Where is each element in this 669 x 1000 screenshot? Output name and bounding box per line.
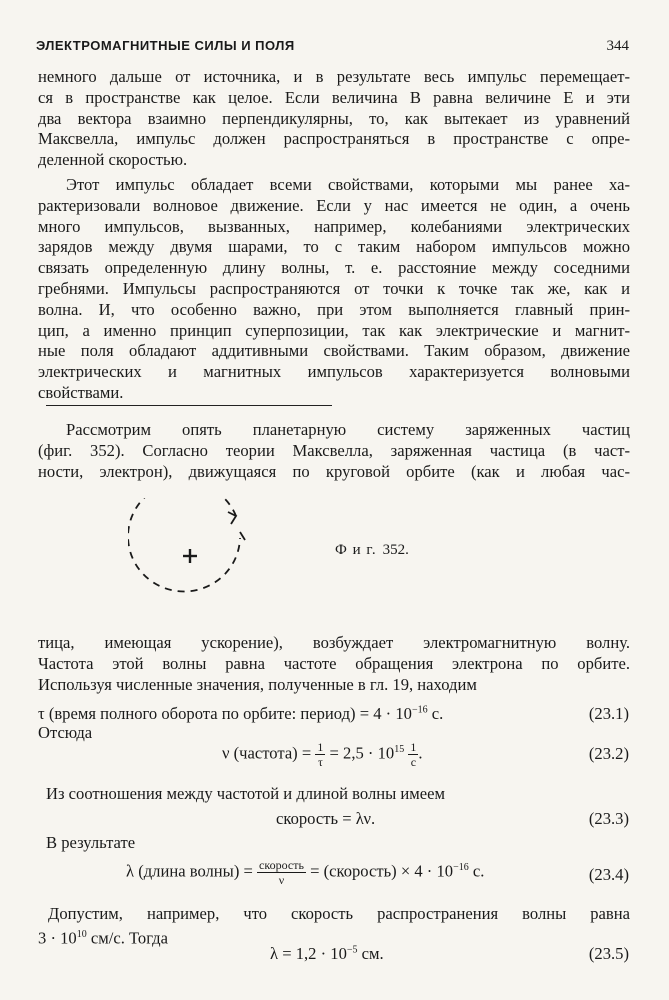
- running-header: ЭЛЕКТРОМАГНИТНЫЕ СИЛЫ И ПОЛЯ: [36, 38, 295, 53]
- text-line: зарядов между двумя шарами, то с таким набором импульсов можно: [38, 237, 630, 257]
- relation-text: Из соотношения между частотой и длиной волны имеем: [46, 784, 446, 803]
- equation-number: (23.4): [588, 865, 629, 884]
- fraction-denominator: с: [410, 755, 417, 769]
- text-line: немного дальше от источника, и в результате весь импульс перемещает-: [38, 67, 630, 86]
- equation-number: (23.3): [588, 809, 629, 828]
- assume-paragraph: [38, 904, 630, 949]
- text-line: связать определенную длину волны, т. е. расстояние между соседними: [38, 258, 630, 278]
- text-line: (фиг. 352). Согласно теории Максвелла, заряженная частица (в част-: [38, 440, 630, 460]
- figure-caption: [335, 542, 409, 559]
- eq1-exponent: −16: [411, 704, 428, 716]
- text-line: ности, электрон), движущаяся по круговой орбите (как и любая час-: [38, 461, 630, 481]
- eq5-exponent: −5: [346, 944, 358, 956]
- text-line: цип, а именно принцип суперпозиции, так как электрические и магнит-: [38, 320, 630, 340]
- orbit-circle: [128, 498, 240, 591]
- figure-number: 352.: [382, 542, 409, 558]
- equation-23-4: [126, 858, 484, 887]
- eq4-lhs: λ (длина волны) =: [126, 861, 253, 881]
- assume-value: 3 · 10: [38, 928, 77, 948]
- equation-23-2: [222, 740, 423, 769]
- text-line: деленной скоростью.: [38, 150, 188, 170]
- eq2-exponent: 15: [394, 743, 405, 755]
- paragraph-4: [38, 633, 630, 695]
- text-line: ся в пространстве как целое. Если величина B равна величине E и эти: [38, 87, 630, 107]
- eq5-value: λ = 1,2 · 10: [270, 944, 347, 963]
- equation-number: (23.2): [588, 744, 629, 763]
- eq1-unit: с.: [431, 704, 444, 723]
- figure-label: Ф и г.: [335, 542, 377, 558]
- text-line: Рассмотрим опять планетарную систему заряженных частиц: [66, 420, 630, 439]
- text-line: ные поля обладают аддитивными свойствами. Таким образом, движение: [38, 341, 630, 361]
- text-line: Максвелла, импульс должен распространяться в пространстве с опре-: [38, 129, 630, 149]
- eq2-end: .: [418, 743, 423, 763]
- text-line: волна. И, что особенно важно, при этом выполняется главный прин-: [38, 299, 630, 319]
- fraction-numerator: 1: [317, 740, 324, 754]
- fraction: [257, 858, 306, 887]
- text-line: свойствами.: [38, 382, 124, 402]
- eq2-mid: = 2,5 · 10: [329, 743, 395, 763]
- text-line: электрических и магнитных импульсов характеризуется волновыми: [38, 362, 630, 382]
- text-line: два вектора взаимно перпендикулярны, то, как вытекает из уравнений: [38, 108, 630, 128]
- fraction-denominator: τ: [317, 755, 323, 769]
- fraction-denominator: ν: [278, 873, 285, 887]
- equation-23-3: скорость = λν.: [276, 809, 376, 828]
- eq4-exponent: −16: [453, 861, 469, 873]
- text-line: рактеризовали волновое движение. Если у нас имеется не один, а очень: [38, 195, 630, 215]
- hence-label: Отсюда: [38, 723, 93, 742]
- paragraph-2: [38, 175, 630, 404]
- fraction: [315, 740, 325, 769]
- eq4-unit: с.: [472, 861, 485, 881]
- orbit-figure: [128, 498, 254, 618]
- fraction-numerator: 1: [410, 740, 417, 754]
- eq5-unit: см.: [361, 944, 384, 963]
- fraction: [408, 740, 418, 769]
- eq2-lhs: ν (частота) =: [222, 743, 312, 763]
- text-line: Частота этой волны равна частоте обращения электрона по орбите.: [38, 653, 630, 673]
- section-divider: [46, 405, 332, 406]
- paragraph-1: [38, 67, 630, 171]
- equation-23-5: [270, 944, 384, 964]
- eq1-text: τ (время полного оборота по орбите: период) = 4 · 10: [38, 704, 412, 723]
- text-line: Допустим, например, что скорость распространения волны равна: [48, 904, 630, 923]
- electron-mark: [240, 532, 245, 540]
- eq4-mid: = (скорость) × 4 · 10: [310, 861, 454, 881]
- paragraph-3: [38, 420, 630, 482]
- text-line: Используя численные значения, полученные в гл. 19, находим: [38, 674, 477, 694]
- page-number: 344: [606, 38, 629, 54]
- text-line: Этот импульс обладает всеми свойствами, которыми мы ранее ха-: [66, 175, 630, 194]
- assume-exponent: 10: [76, 928, 87, 940]
- fraction-numerator: скорость: [259, 858, 304, 872]
- assume-text: см/с. Тогда: [90, 928, 168, 948]
- equation-number: (23.1): [588, 704, 629, 723]
- text-line: гребнями. Импульсы распространяются от точки к точке так же, как и: [38, 278, 630, 298]
- text-line: тица, имеющая ускорение), возбуждает электромагнитную волну.: [38, 633, 630, 652]
- equation-23-1: [38, 704, 443, 724]
- result-label: В результате: [46, 833, 136, 852]
- equation-number: (23.5): [588, 944, 629, 963]
- text-line: много импульсов, вызванных, например, колебаниями электрических: [38, 216, 630, 236]
